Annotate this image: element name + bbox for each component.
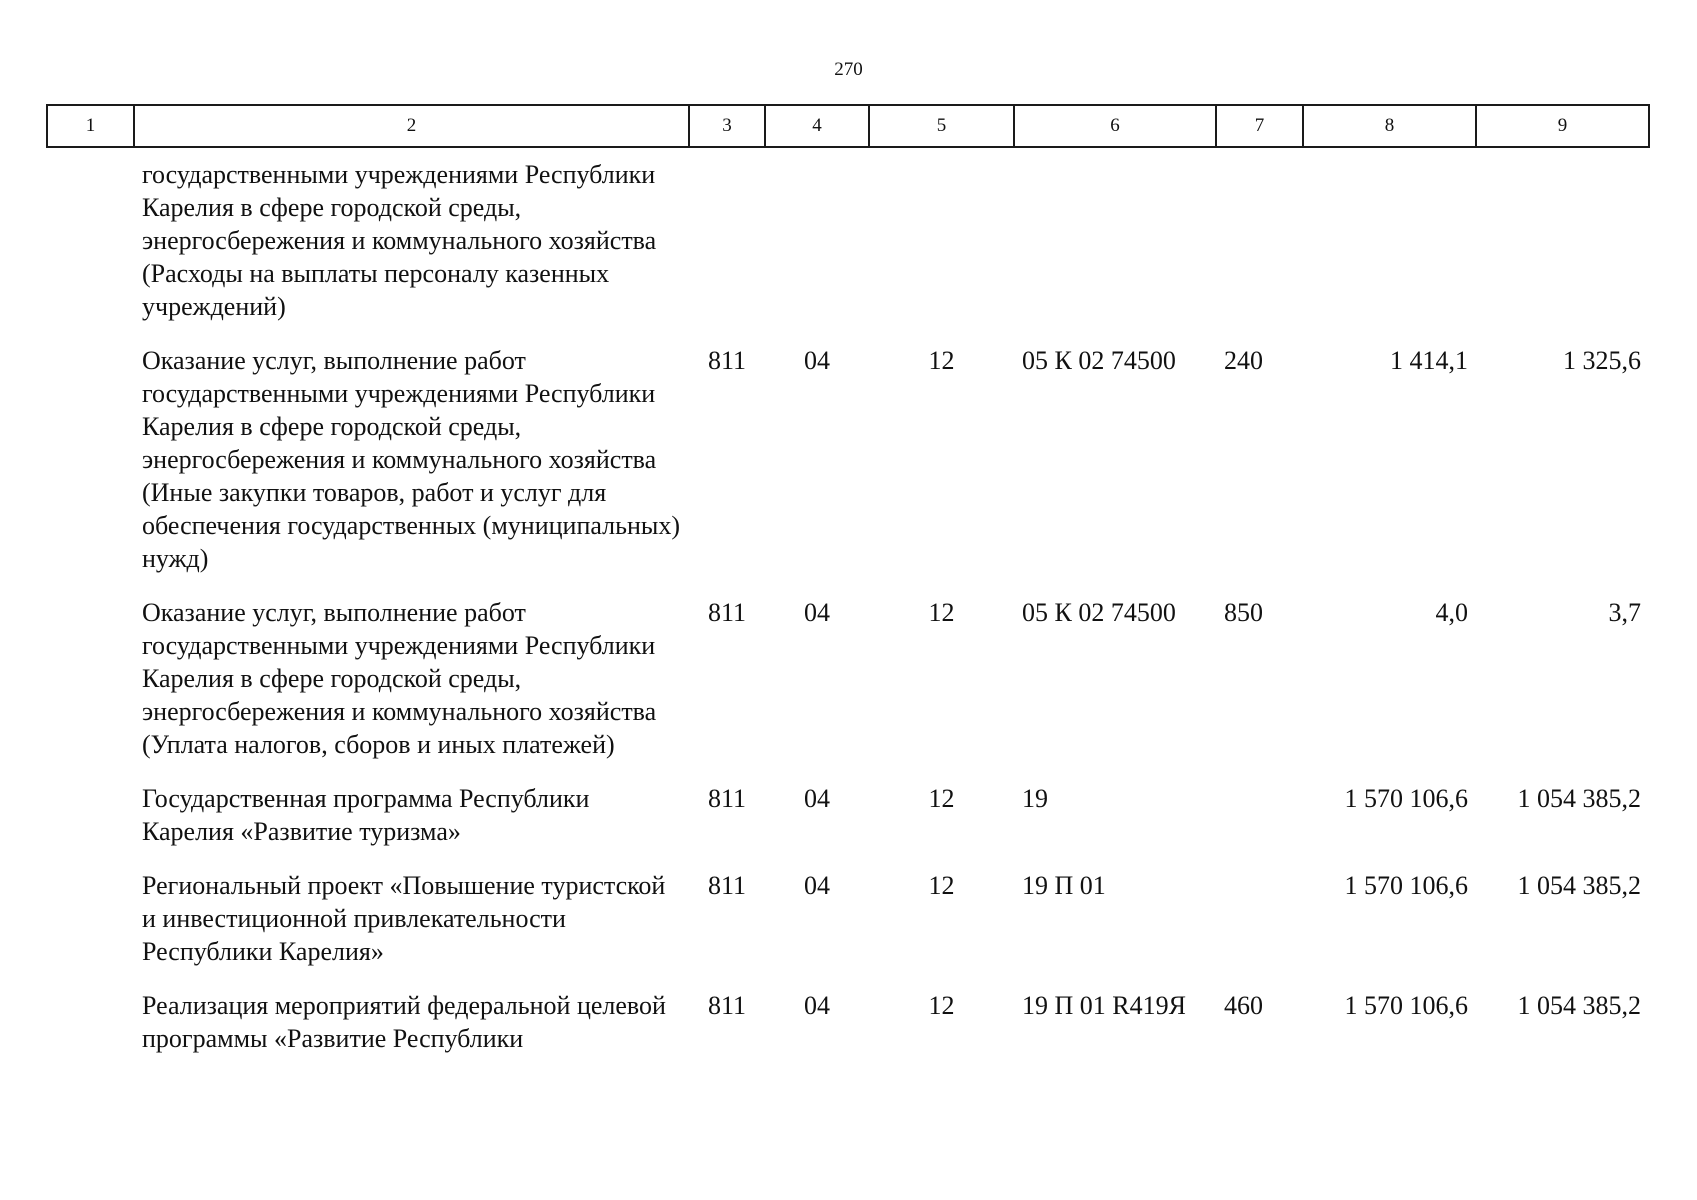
amount-col9 (1476, 147, 1649, 344)
target-article-code: 19 П 01 R419Я (1022, 991, 1186, 1020)
amount-col8 (1303, 147, 1476, 344)
table-row (47, 344, 1649, 596)
item-name: Оказание услуг, выполнение работ государственными учреждениями Республики Карелия в сфере городской среды, энергосбережения и коммунального хозяйства (Иные закупки товаров, работ и услуг для обеспечения государственных (муниципальных) нужд) (142, 346, 681, 573)
amount-col9: 1 325,6 (1563, 346, 1641, 375)
amount-col8: 1 570 106,6 (1344, 871, 1468, 900)
section-code: 04 (804, 346, 830, 375)
row-index-cell (47, 344, 134, 596)
column-header: 7 (1216, 105, 1303, 147)
item-name: Государственная программа Республики Карелия «Развитие туризма» (142, 784, 590, 846)
subsection-code: 12 (928, 346, 955, 375)
expense-type-code (1216, 869, 1303, 989)
row-index-cell (47, 869, 134, 989)
row-index-cell (47, 989, 134, 1076)
column-header: 8 (1303, 105, 1476, 147)
section-code: 04 (804, 991, 830, 1020)
section-code (765, 147, 869, 344)
table-row (47, 596, 1649, 782)
subsection-code: 12 (928, 784, 955, 813)
subsection-code: 12 (928, 871, 955, 900)
column-header: 5 (869, 105, 1014, 147)
column-header: 1 (47, 105, 134, 147)
table-row (47, 147, 1649, 344)
section-code: 04 (804, 871, 830, 900)
row-index-cell (47, 596, 134, 782)
table-row (47, 782, 1649, 869)
target-article-code: 19 (1022, 784, 1048, 813)
amount-col9: 1 054 385,2 (1517, 991, 1641, 1020)
amount-col9: 3,7 (1608, 598, 1641, 627)
table-row (47, 869, 1649, 989)
expense-type-code: 460 (1224, 991, 1263, 1020)
expense-type-code (1216, 147, 1303, 344)
column-header: 4 (765, 105, 869, 147)
item-name: Оказание услуг, выполнение работ государственными учреждениями Республики Карелия в сфере городской среды, энергосбережения и коммунального хозяйства (Уплата налогов, сборов и иных платежей) (142, 598, 657, 759)
budget-table (46, 104, 1650, 1076)
table-row (47, 989, 1649, 1076)
target-article-code: 05 К 02 74500 (1022, 598, 1176, 627)
expense-type-code: 850 (1224, 598, 1263, 627)
row-index-cell (47, 147, 134, 344)
table-body (47, 147, 1649, 1076)
amount-col8: 4,0 (1435, 598, 1468, 627)
ministry-code: 811 (707, 871, 747, 900)
expense-type-code (1216, 782, 1303, 869)
row-index-cell (47, 782, 134, 869)
section-code: 04 (804, 784, 830, 813)
ministry-code: 811 (707, 784, 747, 813)
subsection-code: 12 (928, 991, 955, 1020)
section-code: 04 (804, 598, 830, 627)
amount-col9: 1 054 385,2 (1517, 871, 1641, 900)
page-number: 270 (834, 59, 863, 80)
amount-col9: 1 054 385,2 (1517, 784, 1641, 813)
ministry-code (689, 147, 765, 344)
item-name: государственными учреждениями Республики Карелия в сфере городской среды, энергосбережения и коммунального хозяйства (Расходы на выплаты персоналу казенных учреждений) (142, 160, 657, 321)
subsection-code (869, 147, 1014, 344)
budget-table-container (46, 104, 1650, 1076)
target-article-code: 19 П 01 (1022, 871, 1106, 900)
table-header (47, 105, 1649, 147)
amount-col8: 1 570 106,6 (1344, 991, 1468, 1020)
ministry-code: 811 (707, 346, 747, 375)
column-header: 2 (134, 105, 689, 147)
column-header: 6 (1014, 105, 1216, 147)
target-article-code (1014, 147, 1216, 344)
amount-col8: 1 570 106,6 (1344, 784, 1468, 813)
ministry-code: 811 (707, 991, 747, 1020)
column-header: 3 (689, 105, 765, 147)
ministry-code: 811 (707, 598, 747, 627)
amount-col8: 1 414,1 (1390, 346, 1468, 375)
target-article-code: 05 К 02 74500 (1022, 346, 1176, 375)
expense-type-code: 240 (1224, 346, 1263, 375)
subsection-code: 12 (928, 598, 955, 627)
item-name: Реализация мероприятий федеральной целевой программы «Развитие Республики (142, 991, 666, 1053)
header-row (47, 105, 1649, 147)
item-name: Региональный проект «Повышение туристской и инвестиционной привлекательности Республики Карелия» (142, 871, 666, 966)
column-header: 9 (1476, 105, 1649, 147)
